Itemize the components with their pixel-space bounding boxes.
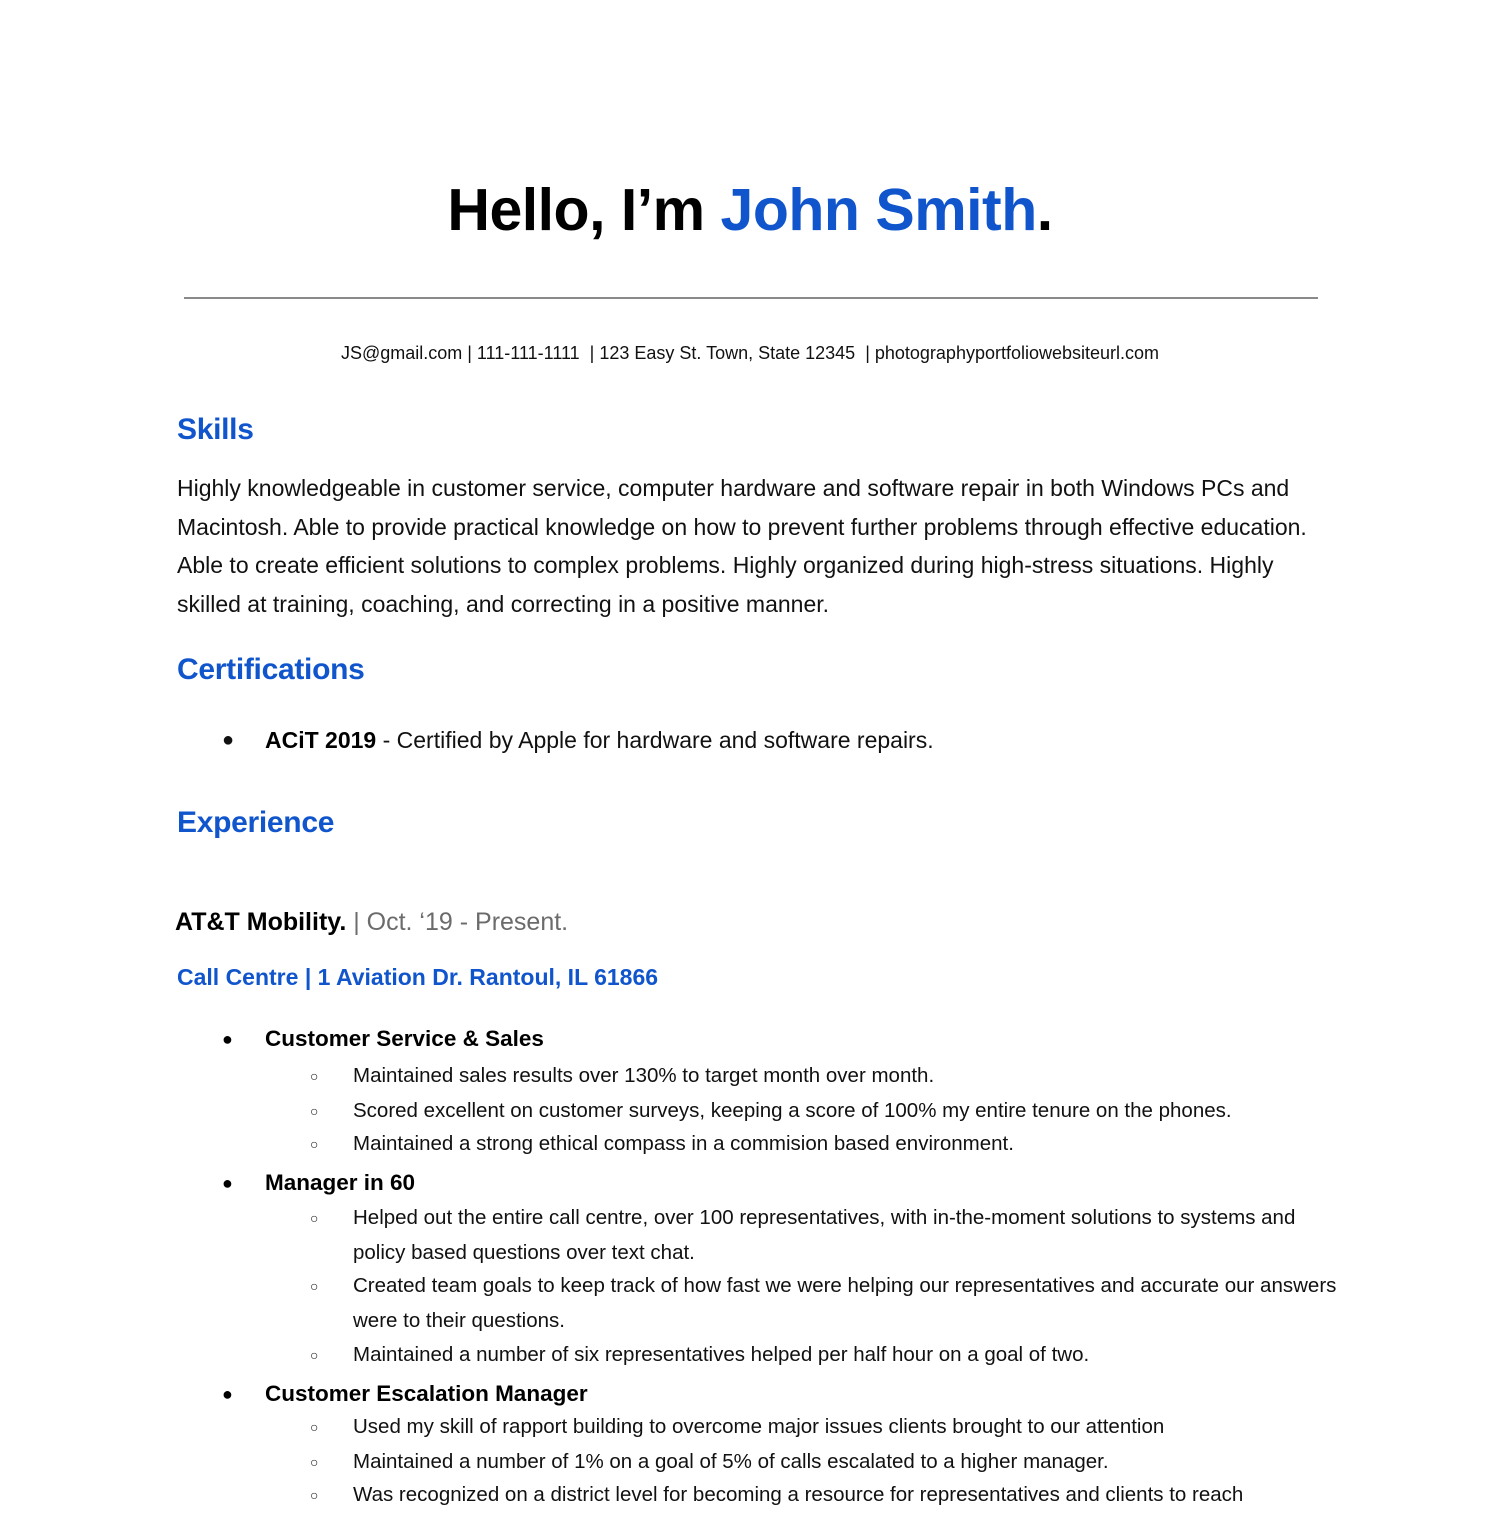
skills-heading: Skills	[177, 413, 254, 446]
role-point-text: Scored excellent on customer surveys, keeping a score of 100% my entire tenure on the phones.	[353, 1099, 1232, 1122]
circle-bullet-icon: ○	[310, 1487, 319, 1503]
role-point-text: Maintained a number of 1% on a goal of 5% of calls escalated to a higher manager.	[353, 1450, 1109, 1473]
title-name: John Smith	[720, 177, 1037, 243]
skills-text: Highly knowledgeable in customer service, computer hardware and software repair in both Windows PCs and Macintosh. Able to provide practical knowledge on how to prevent further problems through effective education. Able to create efficient solutions to complex problems. Highly organized during high-stress situations. Highly skilled at training, coaching, and correcting in a positive manner.	[177, 475, 1307, 617]
circle-bullet-icon: ○	[310, 1278, 319, 1294]
certification-text	[265, 725, 934, 755]
role-point-text: Maintained a strong ethical compass in a commision based environment.	[353, 1132, 1014, 1155]
certification-description: - Certified by Apple for hardware and software repairs.	[376, 727, 934, 753]
job-company: AT&T Mobility.	[175, 908, 347, 936]
role-title: Customer Escalation Manager	[265, 1381, 588, 1406]
job-dates: | Oct. ‘19 - Present.	[346, 908, 569, 936]
role-point-text: Maintained a number of six representatives helped per half hour on a goal of two.	[353, 1343, 1090, 1366]
header-divider	[184, 297, 1318, 299]
circle-bullet-icon: ○	[310, 1454, 319, 1470]
title-greeting: Hello, I’m	[447, 177, 721, 243]
certification-title: ACiT 2019	[265, 727, 377, 753]
role-point-text: Was recognized on a district level for becoming a resource for representatives and clients to reach	[353, 1483, 1244, 1506]
bullet-icon: ●	[222, 1384, 233, 1404]
bullet-icon: ●	[222, 1029, 233, 1049]
job-location: Call Centre | 1 Aviation Dr. Rantoul, IL 61866	[177, 964, 659, 990]
circle-bullet-icon: ○	[310, 1068, 319, 1084]
role-point-text: Maintained sales results over 130% to target month over month.	[353, 1064, 935, 1087]
contact-line: JS@gmail.com | 111-111-1111 | 123 Easy St. Town, State 12345 | photographyportfoliowebsiteurl.com	[340, 343, 1160, 363]
circle-bullet-icon: ○	[310, 1210, 319, 1226]
role-title: Customer Service & Sales	[265, 1026, 544, 1051]
circle-bullet-icon: ○	[310, 1347, 319, 1363]
circle-bullet-icon: ○	[310, 1136, 319, 1152]
title-period: .	[1036, 177, 1053, 243]
job-header	[175, 905, 568, 939]
experience-heading: Experience	[177, 806, 335, 839]
circle-bullet-icon: ○	[310, 1419, 319, 1435]
bullet-icon: ●	[222, 729, 235, 751]
role-title: Manager in 60	[265, 1170, 416, 1195]
role-point-text: Created team goals to keep track of how fast we were helping our representatives and accurate our answers were to their questions.	[353, 1274, 1337, 1332]
role-point-text: Used my skill of rapport building to overcome major issues clients brought to our attention	[353, 1415, 1165, 1438]
role-point-text: Helped out the entire call centre, over 100 representatives, with in-the-moment solutions to systems and policy based questions over text chat.	[353, 1206, 1296, 1264]
page-title	[0, 172, 1500, 248]
circle-bullet-icon: ○	[310, 1103, 319, 1119]
bullet-icon: ●	[222, 1173, 233, 1193]
certifications-heading: Certifications	[177, 653, 365, 686]
